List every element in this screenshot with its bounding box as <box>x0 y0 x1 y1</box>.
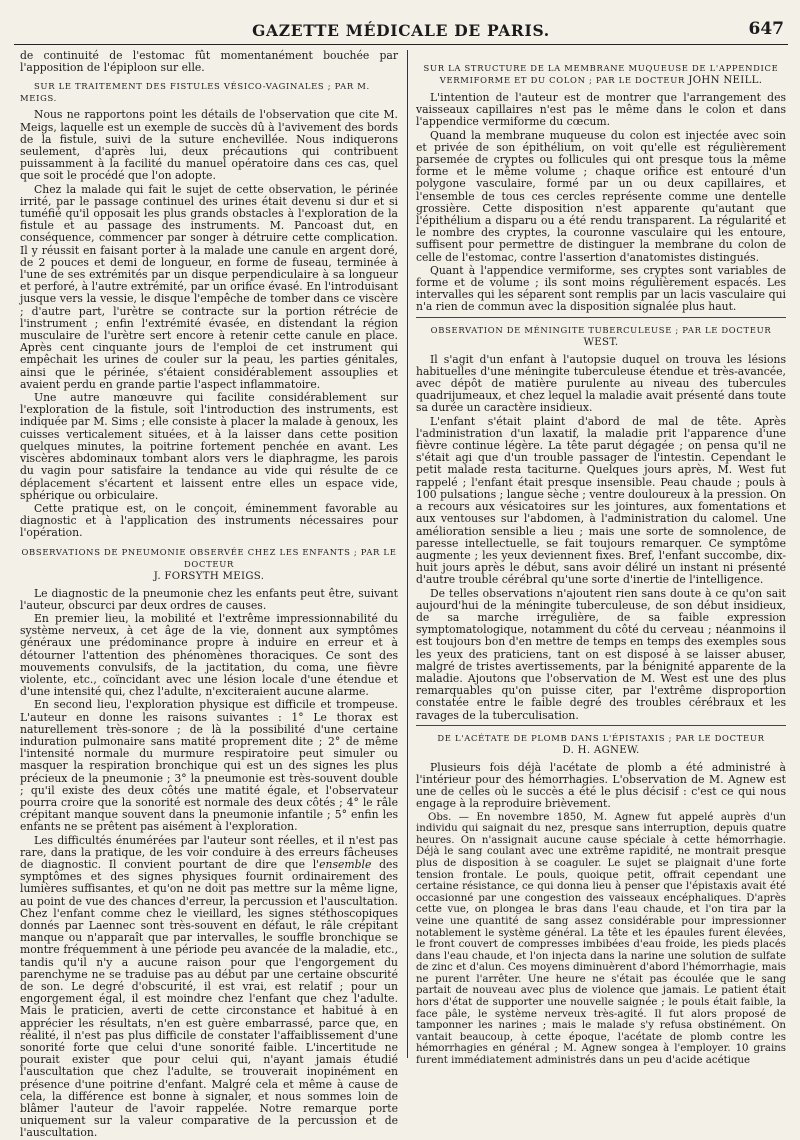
page-number: 647 <box>748 19 784 39</box>
section-author: D. H. AGNEW. <box>562 744 640 756</box>
section-rule <box>416 725 786 726</box>
right-column <box>416 56 786 1067</box>
emphasis-text: ensemble <box>319 857 372 871</box>
section-rule <box>416 317 786 318</box>
section-title-pneumonie <box>20 546 398 583</box>
section-title-acetate <box>416 732 786 757</box>
column-divider <box>407 50 408 1058</box>
journal-title: GAZETTE MÉDICALE DE PARIS. <box>252 21 550 40</box>
intro-paragraph: de continuité de l'estomac fût momentanément bouchée par l'apposition de l'épiploon sur elle. <box>20 49 398 75</box>
paragraph: L'enfant s'était plaint d'abord de mal de tête. Après l'administration d'un laxatif, la maladie prit l'apparence d'une fièvre continue légère. La tête parut dégagée ; on pensa qu'il ne s'était agi que d'un trouble passager de l'intestin. Cependant le petit malade resta taciturne. Quelques jours après, M. West fut rappelé ; l'enfant était presque insensible. Peau chaude ; pouls à 100 pulsations ; langue sèche ; ventre douloureux à la pression. On a recours aux vésicatoires sur les jointures, aux fomentations et aux ventouses sur l'abdomen, à l'administration du calomel. Une amélioration sensible a lieu ; mais une sorte de somnolence, de paresse intellectuelle, se fait toujours remarquer. Ce symptôme augmente ; les yeux deviennent fixes. Bref, l'enfant succombe, dix-huit jours après le début, sans avoir déliré un instant ni présenté d'autre trouble cérébral qu'une sorte d'inertie de l'intelligence. <box>416 414 786 587</box>
section-title-text: SUR LA STRUCTURE DE LA MEMBRANE MUQUEUSE DE L'APPENDICE VERMIFORME ET DU COLON ; PAR LE DOCTEUR <box>423 63 779 85</box>
section-title-meningite <box>416 324 786 349</box>
section-author: JOHN NEILL. <box>688 75 763 86</box>
paragraph: Plusieurs fois déjà l'acétate de plomb a été administré à l'intérieur pour des hémorrhagies. L'observation de M. Agnew est une de celles où le succès a été le plus décisif : c'est ce qui nous engage à la reproduire brièvement. <box>416 760 786 811</box>
paragraph: De telles observations n'ajoutent rien sans doute à ce qu'on sait aujourd'hui de la méningite tuberculeuse, de son début insidieux, de sa marche irrégulière, de sa faible expression symptomatologique, notamment du côté du cerveau ; néanmoins il est toujours bon d'en mettre de temps en temps des exemples sous les yeux des praticiens, tant on est disposé à se laisser abuser, malgré de tristes avertissements, par la bénignité apparente de la maladie. Ajoutons que l'observation de M. West est une des plus remarquables qu'on puisse citer, par l'extrême disproportion constatée entre le faible degré des troubles cérébraux et les ravages de la tuberculisation. <box>416 586 786 722</box>
paragraph: En premier lieu, la mobilité et l'extrême impressionnabilité du système nerveux, à cet âge de la vie, donnent aux symptômes généraux une prédominance propre à induire en erreur et à détourner l'attention des phénomènes thoraciques. Ce sont des mouvements convulsifs, de la jactitation, du coma, une fièvre violente, etc., coïncidant avec une lésion locale d'une étendue et d'une intensité qui, chez l'adulte, n'exciteraient aucune alarme. <box>20 611 398 699</box>
paragraph: Cette pratique est, on le conçoit, éminemment favorable au diagnostic et à l'application des instruments nécessaires pour l'opération. <box>20 501 398 540</box>
paragraph-text: des symptômes et des signes physiques fournit ordinairement des lumières suffisantes, et qu'on ne doit pas mettre sur la même ligne, au point de vue des chances d'erreur, la percussion et l'auscultation. Chez l'enfant comme chez le vieillard, les signes stéthoscopiques donnés par Laennec sont très-souvent en défaut, le râle crépitant manque ou n'apparaît que par intervalles, le souffle bronchique se montre fréquemment à une période peu avancée de la maladie, etc., tandis qu'il n'y a aucune raison pour que l'engorgement du parenchyme ne se traduise pas au début par une certaine obscurité de son. Le degré d'obscurité, il est vrai, est relatif ; pour un engorgement égal, il est moindre chez l'enfant que chez l'adulte. Mais le praticien, averti de cette circonstance et habitué à en apprécier les résultats, n'en est guère embarrassé, parce que, en réalité, il n'est pas plus difficile de constater l'affaiblissement d'une sonorité forte que celui d'une sonorité faible. L'incertitude ne pourait exister que pour celui qui, n'ayant jamais étudié l'auscultation que chez l'adulte, se trouverait inopinément en présence d'une poitrine d'enfant. Malgré cela et même à cause de cela, la différence est bonne à signaler, et nous sommes loin de blâmer l'auteur de l'avoir rappelée. Notre remarque porte uniquement sur la valeur comparative de la percussion et de l'auscultation. <box>20 857 398 1140</box>
section-author: WEST. <box>583 336 619 348</box>
section-title-text: OBSERVATIONS DE PNEUMONIE OBSERVÉE CHEZ LES ENFANTS ; PAR LE DOCTEUR <box>21 546 397 569</box>
paragraph: Quand la membrane muqueuse du colon est injectée avec soin et privée de son épithélium, on voit qu'elle est régulièrement parsemée de cryptes ou follicules qui ont presque tous la même forme et le même volume ; chaque orifice est entouré d'un polygone vasculaire, formé par un ou deux capillaires, et l'ensemble de tous ces cercles représente comme une dentelle grossière. Cette disposition n'est apparente qu'autant que l'épithélium a disparu ou a été rendu transparent. La régularité et le nombre des cryptes, la couronne vasculaire qui les entoure, suffisent pour permettre de distinguer la membrane du colon de celle de l'estomac, contre l'assertion d'anatomistes distingués. <box>416 128 786 264</box>
paragraph: Chez la malade qui fait le sujet de cette observation, le périnée irrité, par le passage continuel des urines était devenu si dur et si tuméfié qu'il opposait les plus grands obstacles à l'exploration de la fistule et au passage des instruments. M. Pancoast dut, en conséquence, commencer par songer à détruire cette complication. Il y réussit en faisant porter à la malade une canule en argent doré, de 2 pouces et demi de longueur, en forme de fuseau, terminée à l'une de ses extrémités par un disque perpendiculaire à sa longueur et perforé, à l'autre extrémité, par un orifice évasé. En l'introduisant jusque vers la vessie, le disque l'empêche de tomber dans ce viscère ; d'autre part, l'urètre se contracte sur la portion rétrécie de l'instrument ; enfin l'extrémité évasée, en distendant la région musculaire de l'urètre sert encore à retenir cette canule en place. Après cent cinquante jours de l'emploi de cet instrument qui empêchait les urines de couler sur la peau, les parties génitales, ainsi que le périnée, s'étaient considérablement assouplies et avaient perdu en grande partie l'aspect inflammatoire. <box>20 182 398 391</box>
paragraph: Il s'agit d'un enfant à l'autopsie duquel on trouva les lésions habituelles d'une méningite tuberculeuse étendue et très-avancée, avec dépôt de matière purulente au niveau des tubercules quadrijumeaux, et chez lequel la maladie avait présenté dans toute sa durée un caractère insidieux. <box>416 352 786 415</box>
page-header <box>14 14 788 45</box>
paragraph <box>20 835 398 1140</box>
section-title-fistules: SUR LE TRAITEMENT DES FISTULES VÉSICO-VAGINALES ; PAR M. MEIGS. <box>20 81 370 104</box>
observation-block <box>416 812 786 1067</box>
paragraph: Le diagnostic de la pneumonie chez les enfants peut être, suivant l'auteur, obscurci par deux ordres de causes. <box>20 586 398 612</box>
section-title-appendice <box>416 62 786 87</box>
section-title-text: OBSERVATION DE MÉNINGITE TUBERCULEUSE ; PAR LE DOCTEUR <box>430 324 772 335</box>
paragraph: Une autre manœuvre qui facilite considérablement sur l'exploration de la fistule, soit l'introduction des instruments, est indiquée par M. Sims ; elle consiste à placer la malade à genoux, les cuisses verticalement situées, et à la laisser dans cette position quelques minutes, la poitrine fortement penchée en avant. Les viscères abdominaux tombant alors vers le diaphragme, les parois du vagin pour satisfaire la tendance au vide qui résulte de ce déplacement s'écartent et laissent entre elles un espace vide, sphérique ou orbiculaire. <box>20 391 398 502</box>
section-author: J. FORSYTH MEIGS. <box>153 570 265 582</box>
paragraph: Quant à l'appendice vermiforme, ses cryptes sont variables de forme et de volume ; ils sont moins régulièrement espacés. Les intervalles qui les séparent sont remplis par un lacis vasculaire qui n'a rien de commun avec la disposition signalée plus haut. <box>416 263 786 314</box>
left-column <box>20 49 398 1140</box>
observation-paragraph: Obs. — En novembre 1850, M. Agnew fut appelé auprès d'un individu qui saignait du nez, presque sans interruption, depuis quatre heures. On n'assignait aucune cause spéciale à cette hémorrhagie. Déjà le sang coulant avec une extrême rapidité, ne montrait presque plus de disposition à se coaguler. Le sujet se plaignait d'une forte tension frontale. Le pouls, quoique petit, offrait cependant une certaine résistance, ce qui donna lieu à penser que l'épistaxis avait été occasionné par une congestion des vaisseaux encéphaliques. D'après cette vue, on plongea le bras dans l'eau chaude, et l'on tira par la veine une quantité de sang assez considérable pour impressionner notablement le système général. La tête et les épaules furent élevées, le front couvert de compresses imbibées d'eau froide, les pieds placés dans l'eau chaude, et l'on injecta dans la narine une solution de sulfate de zinc et d'alun. Ces moyens diminuèrent d'abord l'hémorrhagie, mais ne purent l'arrêter. Une heure ne s'était pas écoulée que le sang partait de nouveau avec plus de violence que jamais. Le patient était hors d'état de supporter une nouvelle saignée ; le pouls était faible, la face pâle, le système nerveux très-agité. Il fut alors proposé de tamponner les narines ; mais le malade s'y refusa obstinément. On vantait beaucoup, à cette époque, l'acétate de plomb contre les hémorrhagies en général ; M. Agnew songea à l'employer. 10 grains furent immédiatement administrés dans un peu d'acide acétique <box>416 811 786 1067</box>
paragraph-text: Les difficultés énumérées par l'auteur sont réelles, et il n'est pas rare, dans la pratique, de les voir conduire à des erreurs fâcheuses de diagnostic. Il convient pourtant de dire que l' <box>20 833 398 871</box>
paragraph: L'intention de l'auteur est de montrer que l'arrangement des vaisseaux capillaires n'est pas le même dans le colon et dans l'appendice vermiforme du cœcum. <box>416 91 786 129</box>
paragraph: Nous ne rapportons point les détails de l'observation que cite M. Meigs, laquelle est un exemple de succès dû à l'avivement des bords de la fistule, suivi de la suture enchevillée. Nous indiquerons seulement, d'après lui, deux précautions qui contribuent puissamment à la facilité du manuel opératoire dans ces cas, quel que soit le procédé que l'on adopte. <box>20 108 398 183</box>
paragraph: En second lieu, l'exploration physique est difficile et trompeuse. L'auteur en donne les raisons suivantes : 1° Le thorax est naturellement très-sonore ; de là la possibilité d'une certaine induration pulmonaire sans matité proprement dite ; 2° de même l'intensité normale du murmure respiratoire peut simuler ou masquer la respiration bronchique qui est un des signes les plus précieux de la pneumonie ; 3° la pneumonie est très-souvent double ; qu'il existe des deux côtés une matité égale, et l'observateur pourra croire que la sonorité est normale des deux côtés ; 4° le râle crépitant manque souvent dans la pneumonie infantile ; 5° enfin les enfants ne se prêtent pas aisément à l'exploration. <box>20 698 398 834</box>
section-title-text: DE L'ACÉTATE DE PLOMB DANS L'ÉPISTAXIS ; PAR LE DOCTEUR <box>437 732 765 743</box>
